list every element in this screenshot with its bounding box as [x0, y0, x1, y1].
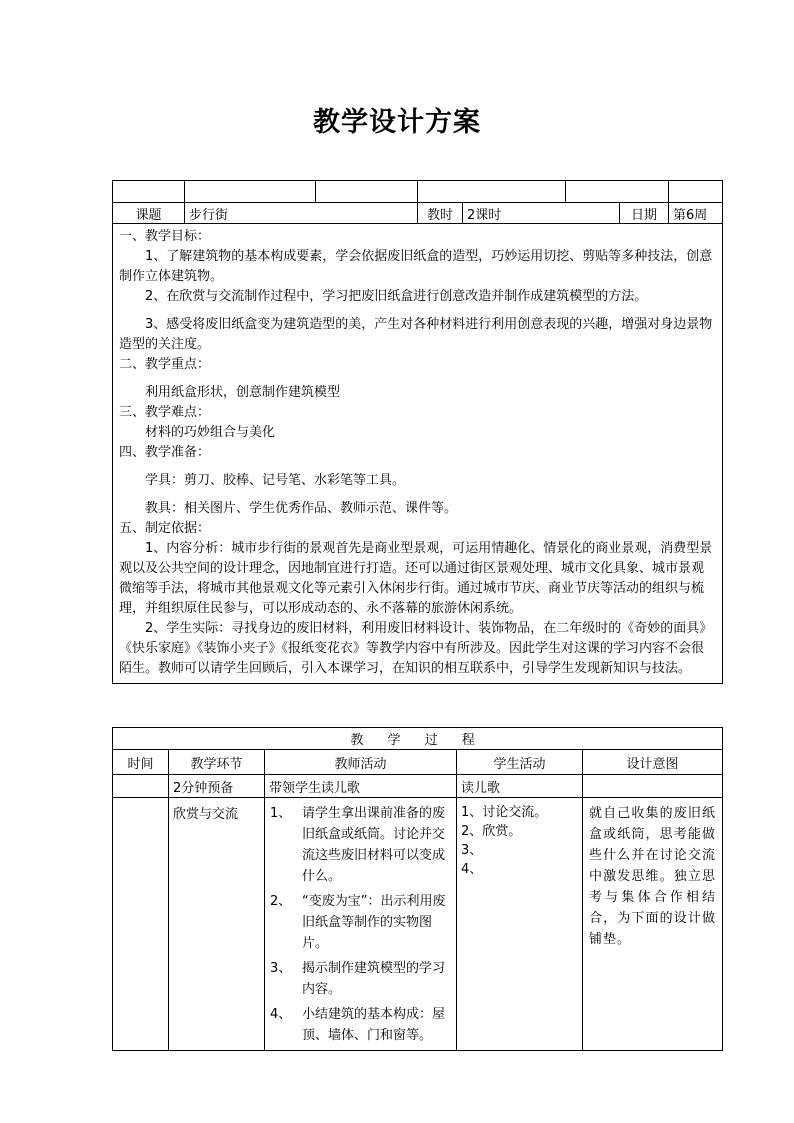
column-header-intent: 设计意图 [583, 750, 723, 775]
blank-cell [418, 181, 566, 203]
list-item: 2、欣赏。 [461, 824, 522, 839]
design-intent-text: 就自己收集的废旧纸盒或纸筒，思考能做些什么并在讨论交流中激发思维。独立思考与集体合作相结合，为下面的设计做铺垫。 [589, 806, 717, 947]
hours-value: 2课时 [463, 203, 620, 224]
list-item: 3、 揭示制作建筑模型的学习内容。 [270, 961, 446, 997]
column-header-stage: 教学环节 [169, 750, 265, 775]
list-item: 4、 小结建筑的基本构成：屋顶、墙体、门和窗等。 [270, 1007, 446, 1043]
blank-cell [566, 181, 669, 203]
list-item: 1、讨论交流。 [461, 805, 548, 820]
subject-label: 课题 [113, 203, 185, 224]
teacher-tools: 教具：相关图片、学生优秀作品、教师示范、课件等。 [145, 501, 458, 516]
student-situation: 2、学生实际：寻找身边的废旧材料，利用废旧材料设计、装饰物品，在二年级时的《奇妙的面具》《快乐家庭》《装饰小夹子》《报纸变花衣》等教学内容中有所涉及。因此学生对这课的学习内容不会很陌生。教师可以请学生回顾后，引入本课学习，在知识的相互联系中，引导学生发现新知识与技法。 [119, 621, 713, 676]
column-header-student: 学生活动 [457, 750, 583, 775]
table-row [113, 798, 723, 1051]
student-activity-cell: 读儿歌 [457, 775, 583, 798]
teacher-activity-list [270, 803, 451, 1046]
basis-heading: 五、制定依据： [119, 521, 211, 536]
subject-value: 步行街 [185, 203, 418, 224]
list-item: 4、 [461, 862, 483, 877]
process-heading: 教 学 过 程 [113, 728, 723, 750]
key-points-heading: 二、教学重点： [119, 357, 211, 372]
lesson-info-table [112, 180, 723, 684]
student-tools: 学具：剪刀、胶棒、记号笔、水彩笔等工具。 [145, 473, 406, 488]
objective-1: 1、了解建筑物的基本构成要素，学会依据废旧纸盒的造型，巧妙运用切挖、剪贴等多种技法，创意制作立体建筑物。 [119, 249, 713, 284]
content-row [113, 224, 723, 684]
intent-cell [583, 775, 723, 798]
lesson-content-cell [113, 224, 723, 684]
blank-cell [669, 181, 723, 203]
intent-cell [583, 798, 723, 1051]
list-item: 3、 [461, 843, 483, 858]
stage-cell: 欣赏与交流 [169, 798, 265, 1051]
teacher-activity-cell [265, 798, 457, 1051]
list-item: 2、 “变废为宝”：出示利用废旧纸盒等制作的实物图片。 [270, 894, 446, 951]
objectives-heading: 一、教学目标： [119, 229, 211, 244]
teaching-process-table [112, 727, 723, 1051]
column-header-teacher: 教师活动 [265, 750, 457, 775]
key-point: 利用纸盒形状，创意制作建筑模型 [145, 385, 341, 400]
time-cell [113, 775, 169, 798]
process-heading-row [113, 728, 723, 750]
objective-2: 2、在欣赏与交流制作过程中，学习把废旧纸盒进行创意改造并制作成建筑模型的方法。 [145, 289, 648, 304]
date-value: 第6周 [669, 203, 723, 224]
preparation-heading: 四、教学准备： [119, 445, 211, 460]
time-cell [113, 798, 169, 1051]
hours-label: 教时 [418, 203, 463, 224]
table-row [113, 775, 723, 798]
teacher-activity-cell: 带领学生读儿歌 [265, 775, 457, 798]
content-analysis: 1、内容分析：城市步行街的景观首先是商业型景观，可运用情趣化、情景化的商业景观，消费型景观以及公共空间的设计理念，因地制宜进行打造。还可以通过街区景观处理、城市文化具象、城市景观微缩等手法，将城市其他景观文化等元素引入休闲步行街。通过城市节庆、商业节庆等活动的组织与梳理，并组织原住民参与，可以形成动态的、永不落幕的旅游休闲系统。 [119, 541, 713, 616]
blank-cell [185, 181, 316, 203]
stage-cell: 2分钟预备 [169, 775, 265, 798]
difficulties-heading: 三、教学难点： [119, 405, 211, 420]
blank-cell [316, 181, 418, 203]
student-activity-cell [457, 798, 583, 1051]
page-title: 教学设计方案 [313, 107, 481, 138]
blank-row [113, 181, 723, 203]
column-header-time: 时间 [113, 750, 169, 775]
date-label: 日期 [620, 203, 669, 224]
blank-cell [113, 181, 185, 203]
difficulty: 材料的巧妙组合与美化 [145, 425, 276, 440]
objective-3: 3、感受将废旧纸盒变为建筑造型的美，产生对各种材料进行利用创意表现的兴趣，增强对身边景物造型的关注度。 [119, 317, 713, 352]
info-row [113, 203, 723, 224]
process-header-row [113, 750, 723, 775]
list-item: 1、 请学生拿出课前准备的废旧纸盒或纸筒。讨论并交流这些废旧材料可以变成什么。 [270, 806, 446, 884]
